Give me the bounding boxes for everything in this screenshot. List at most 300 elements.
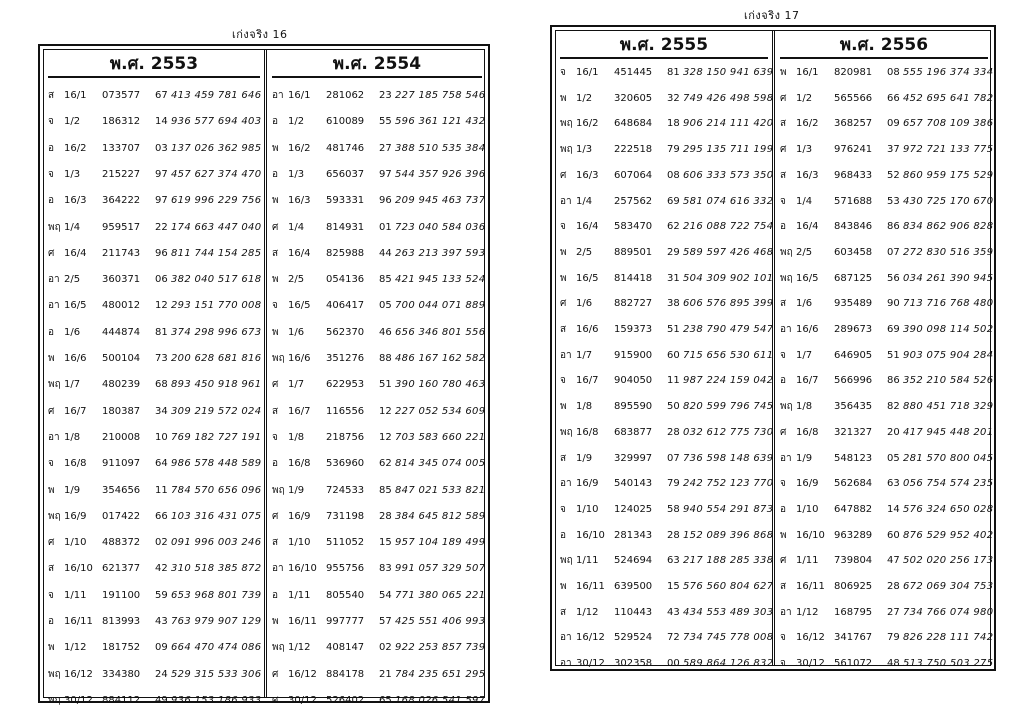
three-digit-cell: 734 766 074 980	[903, 606, 994, 618]
weekday-cell: พฤ	[48, 668, 61, 680]
date-cell: 16/3	[576, 169, 599, 181]
three-digit-cell: 734 745 778 008	[683, 632, 774, 644]
first-prize-cell: 593331	[326, 195, 365, 207]
three-digit-cell: 309 219 572 024	[171, 405, 262, 417]
date-cell: 16/7	[576, 375, 599, 387]
first-prize-cell: 289673	[834, 324, 873, 335]
three-digit-cell: 209 945 463 737	[395, 195, 486, 207]
two-digit-cell: 12	[155, 300, 168, 312]
date-cell: 16/12	[796, 632, 825, 644]
table-inner-border	[43, 49, 486, 706]
column-divider	[264, 50, 267, 697]
table-row	[556, 192, 772, 212]
weekday-cell: พฤ	[48, 379, 61, 391]
first-prize-cell: 480239	[102, 379, 141, 391]
two-digit-cell: 44	[379, 247, 392, 259]
three-digit-cell: 216 088 722 754	[683, 221, 774, 233]
table-row	[44, 454, 264, 474]
two-digit-cell: 86	[887, 221, 900, 233]
first-prize-cell: 511052	[326, 537, 365, 549]
table-row	[556, 449, 772, 469]
first-prize-cell: 341767	[834, 632, 873, 644]
first-prize-cell: 222518	[614, 144, 653, 156]
three-digit-cell: 417 945 448 201	[903, 426, 994, 438]
three-digit-cell: 814 345 074 005	[395, 458, 486, 470]
two-digit-cell: 86	[887, 375, 900, 387]
date-cell: 1/11	[64, 589, 87, 601]
first-prize-cell: 968433	[834, 169, 873, 181]
weekday-cell: พฤ	[48, 221, 61, 233]
weekday-cell: ส	[560, 324, 567, 335]
weekday-cell: ส	[780, 581, 787, 592]
two-digit-cell: 88	[379, 353, 392, 364]
two-digit-cell: 49	[155, 694, 168, 706]
weekday-cell: ส	[48, 90, 55, 101]
first-prize-cell: 536960	[326, 458, 365, 470]
two-digit-cell: 65	[379, 694, 392, 706]
two-digit-cell: 81	[155, 326, 168, 338]
three-digit-cell: 421 945 133 524	[395, 274, 486, 286]
table-row	[44, 612, 264, 632]
two-digit-cell: 79	[887, 632, 900, 644]
date-cell: 1/4	[288, 221, 305, 233]
weekday-cell: อ	[48, 326, 55, 338]
table-row	[44, 638, 264, 658]
date-cell: 1/3	[576, 144, 593, 156]
date-cell: 1/7	[64, 379, 81, 391]
first-prize-cell: 562684	[834, 478, 873, 490]
three-digit-cell: 390 098 114 502	[903, 324, 994, 335]
weekday-cell: อ	[272, 589, 279, 601]
table-row	[556, 320, 772, 340]
two-digit-cell: 63	[667, 555, 680, 567]
date-cell: 1/2	[64, 116, 81, 128]
date-cell: 1/3	[288, 168, 305, 180]
weekday-cell: จ	[560, 221, 566, 233]
weekday-cell: อา	[272, 90, 284, 101]
first-prize-cell: 911097	[102, 458, 141, 470]
table-row	[556, 500, 772, 520]
weekday-cell: พ	[560, 246, 567, 258]
first-prize-cell: 321327	[834, 426, 873, 438]
date-cell: 1/9	[796, 452, 813, 464]
first-prize-cell: 529524	[614, 632, 653, 644]
weekday-cell: ศ	[272, 221, 279, 233]
table-row	[556, 114, 772, 134]
lottery-table-right	[550, 25, 996, 671]
first-prize-cell: 959517	[102, 221, 141, 233]
year-column-2555	[556, 31, 774, 670]
three-digit-cell: 784 235 651 295	[395, 668, 486, 680]
two-digit-cell: 97	[379, 168, 392, 180]
three-digit-cell: 032 612 775 730	[683, 426, 774, 438]
three-digit-cell: 672 069 304 753	[903, 581, 994, 592]
two-digit-cell: 02	[379, 642, 392, 654]
three-digit-cell: 606 576 895 399	[683, 298, 774, 310]
first-prize-cell: 895590	[614, 401, 653, 413]
table-row	[776, 603, 992, 623]
table-row	[268, 454, 486, 474]
year-column-2556	[776, 31, 994, 670]
date-cell: 1/2	[576, 92, 593, 104]
first-prize-cell: 583470	[614, 221, 653, 233]
table-row	[268, 296, 486, 316]
three-digit-cell: 619 996 229 756	[171, 195, 262, 207]
date-cell: 1/6	[796, 298, 813, 310]
two-digit-cell: 10	[155, 431, 168, 443]
table-row	[776, 628, 992, 648]
two-digit-cell: 51	[379, 379, 392, 391]
date-cell: 1/11	[576, 555, 599, 567]
first-prize-cell: 488372	[102, 537, 141, 549]
three-digit-cell: 452 695 641 782	[903, 92, 994, 104]
two-digit-cell: 28	[667, 426, 680, 438]
two-digit-cell: 07	[667, 452, 680, 464]
date-cell: 16/7	[288, 405, 311, 417]
table-row	[268, 244, 486, 264]
weekday-cell: ศ	[272, 510, 279, 522]
first-prize-cell: 884178	[326, 668, 365, 680]
two-digit-cell: 46	[379, 326, 392, 338]
two-digit-cell: 83	[379, 563, 392, 575]
first-prize-cell: 481746	[326, 142, 365, 154]
date-cell: 16/4	[796, 221, 819, 233]
weekday-cell: พฤ	[560, 144, 573, 156]
table-row	[268, 165, 486, 185]
three-digit-cell: 940 554 291 873	[683, 503, 774, 515]
two-digit-cell: 69	[667, 195, 680, 207]
weekday-cell: ศ	[780, 555, 787, 567]
two-digit-cell: 85	[379, 274, 392, 286]
date-cell: 1/12	[64, 642, 87, 654]
weekday-cell: ศ	[780, 426, 787, 438]
weekday-cell: จ	[780, 195, 786, 207]
date-cell: 16/2	[576, 118, 599, 130]
first-prize-cell: 955756	[326, 563, 365, 575]
table-row	[268, 586, 486, 606]
two-digit-cell: 20	[887, 426, 900, 438]
weekday-cell: อา	[780, 324, 792, 335]
table-row	[268, 559, 486, 579]
two-digit-cell: 00	[667, 658, 680, 670]
date-cell: 16/2	[796, 118, 819, 130]
table-row	[776, 423, 992, 443]
date-cell: 1/10	[288, 537, 311, 549]
first-prize-cell: 524694	[614, 555, 653, 567]
three-digit-cell: 168 026 541 597	[395, 694, 486, 706]
date-cell: 1/7	[576, 349, 593, 361]
three-digit-cell: 656 346 801 556	[395, 326, 486, 338]
table-row	[556, 423, 772, 443]
date-cell: 1/3	[796, 144, 813, 156]
date-cell: 16/8	[288, 458, 311, 470]
first-prize-cell: 884112	[102, 694, 141, 706]
two-digit-cell: 73	[155, 353, 168, 364]
table-row	[44, 270, 264, 290]
two-digit-cell: 96	[379, 195, 392, 207]
three-digit-cell: 091 996 003 246	[171, 537, 262, 549]
two-digit-cell: 12	[379, 431, 392, 443]
three-digit-cell: 272 830 516 359	[903, 246, 994, 258]
date-cell: 16/11	[576, 581, 605, 592]
weekday-cell: อา	[780, 606, 792, 618]
date-cell: 1/9	[64, 484, 81, 496]
three-digit-cell: 434 553 489 303	[683, 606, 774, 618]
date-cell: 16/11	[64, 616, 93, 627]
three-digit-cell: 242 752 123 770	[683, 478, 774, 490]
table-row	[268, 612, 486, 632]
weekday-cell: พฤ	[780, 272, 793, 284]
weekday-cell: ส	[272, 247, 279, 259]
table-row	[268, 191, 486, 211]
three-digit-cell: 653 968 801 739	[171, 589, 262, 601]
three-digit-cell: 034 261 390 945	[903, 272, 994, 284]
table-row	[556, 166, 772, 186]
two-digit-cell: 72	[667, 632, 680, 644]
weekday-cell: พฤ	[48, 694, 61, 706]
first-prize-cell: 820981	[834, 67, 873, 78]
first-prize-cell: 806925	[834, 581, 873, 592]
table-row	[44, 402, 264, 422]
three-digit-cell: 352 210 584 526	[903, 375, 994, 387]
weekday-cell: พฤ	[48, 510, 61, 522]
two-digit-cell: 08	[667, 169, 680, 181]
table-row	[44, 139, 264, 159]
table-row	[776, 654, 992, 674]
two-digit-cell: 15	[379, 537, 392, 549]
three-digit-cell: 903 075 904 284	[903, 349, 994, 361]
table-row	[776, 577, 992, 597]
table-row	[268, 428, 486, 448]
table-row	[556, 551, 772, 571]
two-digit-cell: 90	[887, 298, 900, 310]
table-row	[556, 63, 772, 83]
weekday-cell: อ	[48, 142, 55, 154]
table-row	[776, 269, 992, 289]
table-row	[44, 586, 264, 606]
first-prize-cell: 889501	[614, 246, 653, 258]
two-digit-cell: 28	[379, 510, 392, 522]
first-prize-cell: 825988	[326, 247, 365, 259]
table-row	[776, 500, 992, 520]
three-digit-cell: 860 959 175 529	[903, 169, 994, 181]
first-prize-cell: 731198	[326, 510, 365, 522]
first-prize-cell: 444874	[102, 326, 141, 338]
weekday-cell: จ	[48, 116, 54, 128]
three-digit-cell: 103 316 431 075	[171, 510, 262, 522]
two-digit-cell: 12	[379, 405, 392, 417]
first-prize-cell: 408147	[326, 642, 365, 654]
three-digit-cell: 986 578 448 589	[171, 458, 262, 470]
table-row	[268, 665, 486, 685]
date-cell: 16/3	[796, 169, 819, 181]
weekday-cell: ศ	[48, 405, 55, 417]
weekday-cell: พฤ	[560, 118, 573, 130]
table-row	[44, 244, 264, 264]
two-digit-cell: 60	[887, 529, 900, 541]
page-title-right: เก่งจริง 17	[744, 9, 800, 22]
three-digit-cell: 382 040 517 618	[171, 274, 262, 286]
weekday-cell: จ	[560, 67, 566, 78]
two-digit-cell: 27	[887, 606, 900, 618]
table-row	[556, 654, 772, 674]
two-digit-cell: 02	[155, 537, 168, 549]
weekday-cell: อา	[272, 563, 284, 575]
weekday-cell: จ	[780, 658, 786, 670]
two-digit-cell: 81	[667, 67, 680, 78]
first-prize-cell: 334380	[102, 668, 141, 680]
table-row	[44, 349, 264, 369]
page-title-left: เก่งจริง 16	[232, 28, 288, 41]
date-cell: 16/12	[576, 632, 605, 644]
date-cell: 16/9	[64, 510, 87, 522]
table-row	[268, 691, 486, 711]
weekday-cell: อ	[48, 195, 55, 207]
three-digit-cell: 413 459 781 646	[171, 90, 262, 101]
three-digit-cell: 826 228 111 742	[903, 632, 994, 644]
two-digit-cell: 15	[667, 581, 680, 592]
two-digit-cell: 67	[155, 90, 168, 101]
first-prize-cell: 561072	[834, 658, 873, 670]
two-digit-cell: 32	[667, 92, 680, 104]
lottery-table-left	[38, 44, 490, 706]
weekday-cell: ส	[272, 537, 279, 549]
two-digit-cell: 97	[155, 195, 168, 207]
date-cell: 16/6	[796, 324, 819, 335]
two-digit-cell: 03	[155, 142, 168, 154]
table-row	[44, 86, 264, 106]
two-digit-cell: 34	[155, 405, 168, 417]
table-row	[44, 481, 264, 501]
date-cell: 30/12	[64, 694, 93, 706]
table-row	[268, 349, 486, 369]
weekday-cell: จ	[560, 375, 566, 387]
weekday-cell: ศ	[780, 92, 787, 104]
weekday-cell: พฤ	[560, 555, 573, 567]
date-cell: 1/10	[796, 503, 819, 515]
table-row	[776, 371, 992, 391]
year-heading: พ.ศ. 2556	[780, 31, 988, 59]
three-digit-cell: 811 744 154 285	[171, 247, 262, 259]
weekday-cell: อ	[272, 168, 279, 180]
weekday-cell: จ	[48, 168, 54, 180]
first-prize-cell: 329997	[614, 452, 653, 464]
column-divider	[772, 31, 775, 665]
weekday-cell: อ	[560, 529, 567, 541]
weekday-cell: ส	[560, 452, 567, 464]
date-cell: 16/5	[288, 300, 311, 312]
date-cell: 16/1	[288, 90, 311, 101]
table-row	[776, 114, 992, 134]
table-row	[556, 243, 772, 263]
weekday-cell: จ	[780, 478, 786, 490]
first-prize-cell: 566996	[834, 375, 873, 387]
two-digit-cell: 48	[887, 658, 900, 670]
three-digit-cell: 763 979 907 129	[171, 616, 262, 627]
weekday-cell: พ	[780, 529, 787, 541]
date-cell: 16/4	[288, 247, 311, 259]
table-row	[556, 346, 772, 366]
table-row	[268, 402, 486, 422]
table-row	[44, 375, 264, 395]
three-digit-cell: 293 151 770 008	[171, 300, 262, 312]
date-cell: 1/6	[576, 298, 593, 310]
three-digit-cell: 295 135 711 199	[683, 144, 774, 156]
two-digit-cell: 07	[887, 246, 900, 258]
weekday-cell: อา	[48, 300, 60, 312]
two-digit-cell: 96	[155, 247, 168, 259]
two-digit-cell: 60	[667, 349, 680, 361]
three-digit-cell: 596 361 121 432	[395, 116, 486, 128]
first-prize-cell: 639500	[614, 581, 653, 592]
three-digit-cell: 137 026 362 985	[171, 142, 262, 154]
three-digit-cell: 713 716 768 480	[903, 298, 994, 310]
table-row	[776, 217, 992, 237]
three-digit-cell: 769 182 727 191	[171, 431, 262, 443]
two-digit-cell: 51	[887, 349, 900, 361]
two-digit-cell: 79	[667, 144, 680, 156]
three-digit-cell: 715 656 530 611	[683, 349, 774, 361]
two-digit-cell: 23	[379, 90, 392, 101]
weekday-cell: พ	[560, 92, 567, 104]
weekday-cell: อ	[272, 116, 279, 128]
date-cell: 16/2	[288, 142, 311, 154]
two-digit-cell: 62	[379, 458, 392, 470]
two-digit-cell: 55	[379, 116, 392, 128]
two-digit-cell: 54	[379, 589, 392, 601]
three-digit-cell: 174 663 447 040	[171, 221, 262, 233]
two-digit-cell: 27	[379, 142, 392, 154]
three-digit-cell: 784 570 656 096	[171, 484, 262, 496]
three-digit-cell: 502 020 256 173	[903, 555, 994, 567]
table-row	[776, 551, 992, 571]
weekday-cell: ศ	[272, 379, 279, 391]
first-prize-cell: 211743	[102, 247, 141, 259]
table-row	[556, 269, 772, 289]
weekday-cell: อา	[560, 658, 572, 670]
first-prize-cell: 354656	[102, 484, 141, 496]
three-digit-cell: 749 426 498 598	[683, 92, 774, 104]
weekday-cell: จ	[780, 632, 786, 644]
two-digit-cell: 08	[887, 67, 900, 78]
two-digit-cell: 66	[155, 510, 168, 522]
first-prize-cell: 054136	[326, 274, 365, 286]
first-prize-cell: 215227	[102, 168, 141, 180]
weekday-cell: พ	[272, 142, 279, 154]
table-row	[556, 89, 772, 109]
table-row	[44, 296, 264, 316]
date-cell: 1/8	[576, 401, 593, 413]
two-digit-cell: 79	[667, 478, 680, 490]
date-cell: 1/2	[288, 116, 305, 128]
table-row	[556, 217, 772, 237]
first-prize-cell: 548123	[834, 452, 873, 464]
first-prize-cell: 218756	[326, 431, 365, 443]
table-row	[268, 323, 486, 343]
weekday-cell: อา	[560, 349, 572, 361]
date-cell: 16/10	[796, 529, 825, 541]
three-digit-cell: 972 721 133 775	[903, 144, 994, 156]
weekday-cell: ศ	[48, 247, 55, 259]
three-digit-cell: 834 862 906 828	[903, 221, 994, 233]
two-digit-cell: 28	[667, 529, 680, 541]
first-prize-cell: 191100	[102, 589, 141, 601]
table-row	[268, 86, 486, 106]
first-prize-cell: 360371	[102, 274, 141, 286]
three-digit-cell: 430 725 170 670	[903, 195, 994, 207]
three-digit-cell: 576 324 650 028	[903, 503, 994, 515]
date-cell: 1/4	[64, 221, 81, 233]
